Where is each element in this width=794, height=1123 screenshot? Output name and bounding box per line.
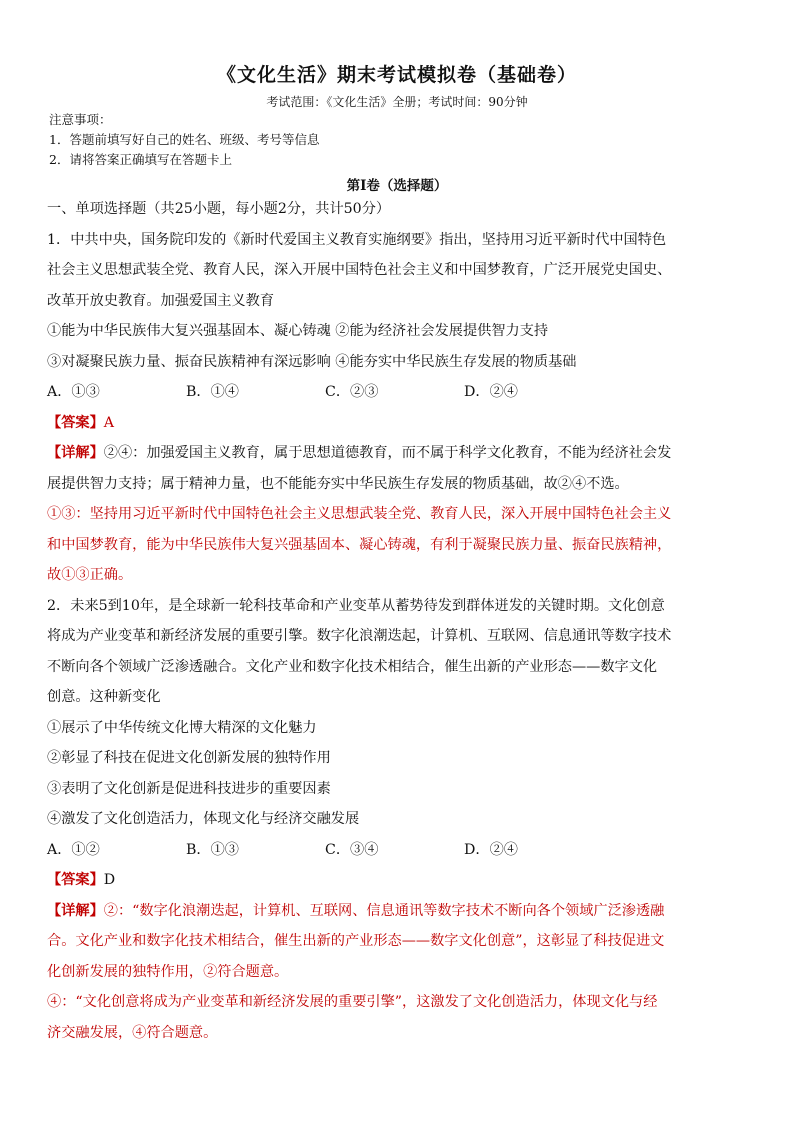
q1-option-b: B．①④ — [186, 384, 239, 400]
q2-detail-red-line: 济交融发展，④符合题意。 — [47, 1024, 218, 1041]
exam-title: 《文化生活》期末考试模拟卷（基础卷） — [216, 64, 577, 86]
q1-option-c: C．②③ — [325, 384, 379, 400]
q2-option-d: D．②④ — [464, 841, 518, 858]
q1-stem-line: 社会主义思想武装全党、教育人民，深入开展中国特色社会主义和中国梦教育，广泛开展党史国史、 — [47, 262, 672, 278]
q2-detail-red-line: 合。文化产业和数字化技术相结合，催生出新的产业形态——数字文化创意”，这彰显了科技促进文 — [47, 933, 665, 949]
q1-detail-red-line: 和中国梦教育，能为中华民族伟大复兴强基固本、凝心铸魂，有利于凝聚民族力量、振奋民族精神， — [47, 536, 672, 553]
q1-options — [47, 377, 747, 408]
q2-detail-red-line: ④：“文化创意将成为产业变革和新经济发展的重要引擎”，这激发了文化创造活力，体现文化与经 — [47, 994, 658, 1010]
q1-stem-line: 改革开放史教育。加强爱国主义教育 — [47, 292, 275, 309]
q1-answer-value: A — [103, 414, 115, 431]
q2-answer — [47, 865, 747, 896]
q1-detail-line — [47, 438, 747, 469]
q1-detail-red-line: ①③：坚持用习近平新时代中国特色社会主义思想武装全党、教育人民，深入开展中国特色社会主义 — [47, 506, 672, 522]
q1-detail-line: 展提供智力支持；属于精神力量，也不能能夯实中华民族生存发展的物质基础，故②④不选。 — [47, 475, 629, 492]
q1-statement: ①能为中华民族伟大复兴强基固本、凝心铸魂 ②能为经济社会发展提供智力支持 — [47, 323, 549, 339]
q1-detail-red-line: 故①③正确。 — [47, 567, 133, 583]
q2-stem-line: 不断向各个领域广泛渗透融合。文化产业和数字化技术相结合，催生出新的产业形态——数字文化 — [47, 658, 658, 675]
q1-answer-label: 【答案】 — [47, 414, 104, 431]
q1-option-a: A．①③ — [47, 384, 100, 400]
q2-answer-value: D — [103, 872, 116, 888]
part-heading: 一、单项选择题（共25小题，每小题2分，共计50分） — [47, 201, 391, 217]
q1-option-d: D．②④ — [464, 384, 518, 400]
q2-detail-label: 【详解】 — [47, 902, 104, 919]
q1-answer — [47, 408, 747, 439]
q2-statement: ②彰显了科技在促进文化创新发展的独特作用 — [47, 750, 331, 766]
q2-option-a: A．①② — [47, 841, 100, 858]
notice-item-1: 1．答题前填写好自己的姓名、班级、考号等信息 — [49, 132, 320, 147]
q1-detail-text: ②④：加强爱国主义教育，属于思想道德教育，而不属于科学文化教育，不能为经济社会发 — [103, 445, 672, 461]
q2-detail-red-line: 化创新发展的独特作用，②符合题意。 — [47, 963, 289, 980]
q2-options — [47, 835, 747, 866]
q2-option-b: B．①③ — [186, 841, 239, 858]
q2-statement: ④激发了文化创造活力，体现文化与经济交融发展 — [47, 811, 360, 827]
q1-stem-line: 1．中共中央，国务院印发的《新时代爱国主义教育实施纲要》指出，坚持用习近平新时代中国特色 — [47, 231, 667, 248]
q2-answer-label: 【答案】 — [47, 872, 104, 888]
notice-heading: 注意事项： — [49, 112, 112, 127]
q2-stem-line: 2．未来5到10年，是全球新一轮科技革命和产业变革从蓄势待发到群体迸发的关键时期。文化创意 — [47, 597, 665, 614]
section-title: 第I卷（选择题） — [346, 178, 448, 194]
q2-option-c: C．③④ — [325, 841, 379, 858]
question-content — [47, 194, 747, 1048]
q2-stem-line: 将成为产业变革和新经济发展的重要引擎。数字化浪潮迭起，计算机、互联网、信息通讯等数字技术 — [47, 628, 672, 644]
q2-statement: ③表明了文化创新是促进科技进步的重要因素 — [47, 780, 331, 797]
q1-detail-label: 【详解】 — [47, 445, 104, 461]
q2-stem-line: 创意。这种新变化 — [47, 689, 161, 705]
q2-detail-line — [47, 896, 747, 927]
q2-statement: ①展示了中华传统文化博大精深的文化魅力 — [47, 719, 317, 736]
q1-statement: ③对凝聚民族力量、振奋民族精神有深远影响 ④能夯实中华民族生存发展的物质基础 — [47, 353, 577, 370]
exam-subtitle: 考试范围：《文化生活》全册；考试时间：90分钟 — [266, 95, 528, 109]
notice-item-2: 2．请将答案正确填写在答题卡上 — [49, 152, 232, 167]
q2-detail-text: ②：“数字化浪潮迭起，计算机、互联网、信息通讯等数字技术不断向各个领域广泛渗透融 — [103, 902, 665, 919]
